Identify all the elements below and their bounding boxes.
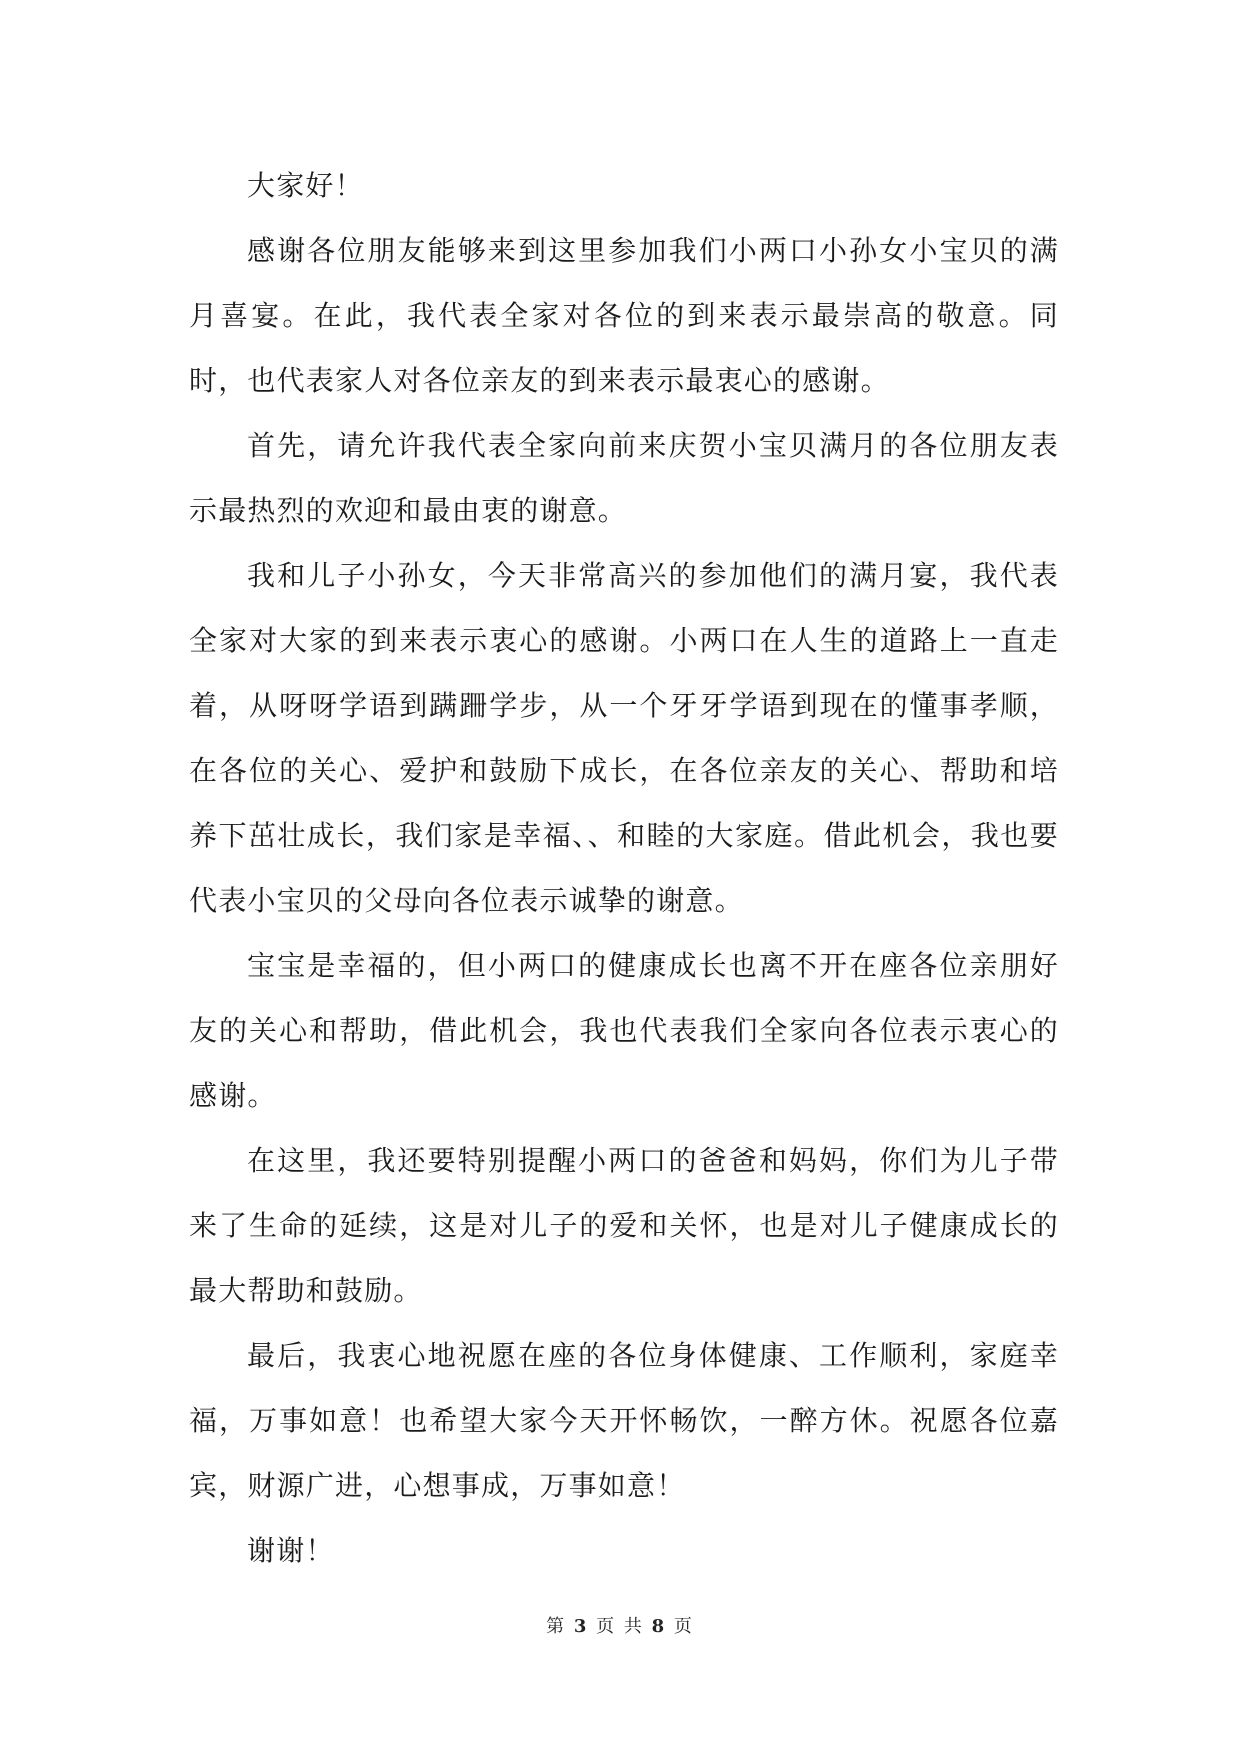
paragraph-family: 我和儿子小孙女，今天非常高兴的参加他们的满月宴，我代表全家对大家的到来表示衷心的感谢。小两口在人生的道路上一直走着，从呀呀学语到蹒跚学步，从一个牙牙学语到现在的懂事孝顺，在各位的关心、爱护和鼓励下成长，在各位亲友的关心、帮助和培养下茁壮成长，我们家是幸福、、和睦的大家庭。借此机会，我也要代表小宝贝的父母向各位表示诚挚的谢意。: [189, 559, 1059, 917]
paragraph-baby: 宝宝是幸福的，但小两口的健康成长也离不开在座各位亲朋好友的关心和帮助，借此机会，我也代表我们全家向各位表示衷心的感谢。: [189, 949, 1059, 1112]
paragraph-wishes: 最后，我衷心地祝愿在座的各位身体健康、工作顺利，家庭幸福，万事如意！也希望大家今天开怀畅饮，一醉方休。祝愿各位嘉宾，财源广进，心想事成，万事如意！: [189, 1339, 1059, 1502]
footer-suffix: 页: [673, 1616, 694, 1637]
paragraph-thanks: 感谢各位朋友能够来到这里参加我们小两口小孙女小宝贝的满月喜宴。在此，我代表全家对各位的到来表示最崇高的敬意。同时，也代表家人对各位亲友的到来表示最衷心的感谢。: [189, 234, 1059, 397]
footer-total-pages: 8: [651, 1616, 667, 1637]
footer-prefix: 第: [546, 1616, 567, 1637]
footer-current-page: 3: [573, 1616, 589, 1637]
page-footer: [0, 1612, 1240, 1638]
document-body: [189, 153, 1059, 1583]
paragraph-closing: 谢谢！: [247, 1534, 335, 1567]
paragraph-parents: 在这里，我还要特别提醒小两口的爸爸和妈妈，你们为儿子带来了生命的延续，这是对儿子的爱和关怀，也是对儿子健康成长的最大帮助和鼓励。: [189, 1144, 1059, 1307]
paragraph-welcome: 首先，请允许我代表全家向前来庆贺小宝贝满月的各位朋友表示最热烈的欢迎和最由衷的谢意。: [189, 429, 1059, 527]
footer-middle: 页 共: [596, 1616, 644, 1637]
paragraph-greeting: 大家好！: [247, 169, 364, 202]
